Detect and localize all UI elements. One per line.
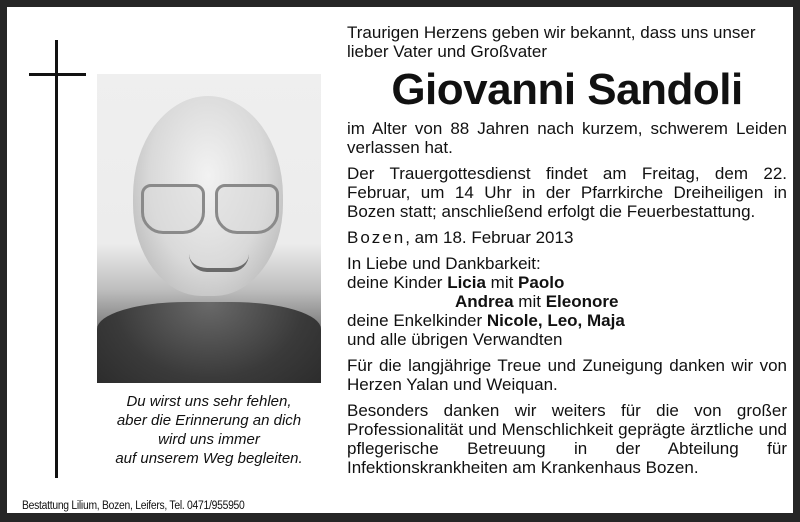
date-city: Bozen [347, 228, 406, 247]
grandchildren-prefix: deine Enkelkinder [347, 311, 487, 330]
partner-name: Paolo [518, 273, 565, 292]
photo-smile [189, 254, 249, 272]
cross-vertical-bar [55, 40, 58, 478]
child-name: Andrea [455, 292, 514, 311]
photo-glasses-left [141, 184, 205, 234]
cross-horizontal-bar [29, 73, 86, 76]
obituary-card [7, 7, 793, 513]
thanks-text-1: Für die langjährige Treue und Zuneigung danken wir von Herzen Yalan und Weiquan. [347, 356, 787, 394]
mourners-block [347, 254, 787, 349]
mourners-heading: In Liebe und Dankbarkeit: [347, 254, 541, 273]
indent-spacer [347, 292, 455, 311]
deceased-name: Giovanni Sandoli [391, 65, 743, 114]
quote-line: wird uns immer [158, 431, 260, 448]
portrait-photo [97, 74, 321, 383]
relatives-text: und alle übrigen Verwandten [347, 330, 563, 349]
children-prefix: deine Kinder [347, 273, 448, 292]
date-line [347, 228, 787, 247]
grandchildren-names: Nicole, Leo, Maja [486, 311, 625, 330]
quote-line: Du wirst uns sehr fehlen, [126, 393, 292, 410]
memorial-quote [97, 392, 321, 468]
intro-line-1: Traurigen Herzens geben wir bekannt, dass uns unser [347, 23, 756, 42]
quote-line: aber die Erinnerung an dich [116, 412, 302, 429]
quote-line: auf unserem Weg begleiten. [115, 450, 303, 467]
mit-text: mit [513, 292, 546, 311]
intro-text [347, 23, 787, 61]
age-text: im Alter von 88 Jahren nach kurzem, schwerem Leiden verlassen hat. [347, 119, 787, 157]
thanks-text-2: Besonders danken wir weiters für die von großer Professionalität und Menschlichkeit geprägte ärztliche und pflegerische Betreuung in der Abteilung für Infektionskrankheiten am Krankenhaus Bozen. [347, 401, 787, 477]
obituary-text-column [347, 23, 787, 477]
partner-name: Eleonore [545, 292, 619, 311]
photo-glasses-right [215, 184, 279, 234]
mit-text: mit [485, 273, 519, 292]
photo-shirt [97, 302, 321, 383]
date-rest: , am 18. Februar 2013 [405, 228, 574, 247]
child-name: Licia [447, 273, 486, 292]
service-text: Der Trauergottesdienst findet am Freitag, dem 22. Februar, um 14 Uhr in der Pfarrkirche Dreiheiligen in Bozen statt; anschließend erfolgt die Feuerbestattung. [347, 164, 787, 221]
funeral-home-credit: Bestattung Lilium, Bozen, Leifers, Tel. 0471/955950 [22, 500, 245, 512]
intro-line-2: lieber Vater und Großvater [347, 42, 547, 61]
